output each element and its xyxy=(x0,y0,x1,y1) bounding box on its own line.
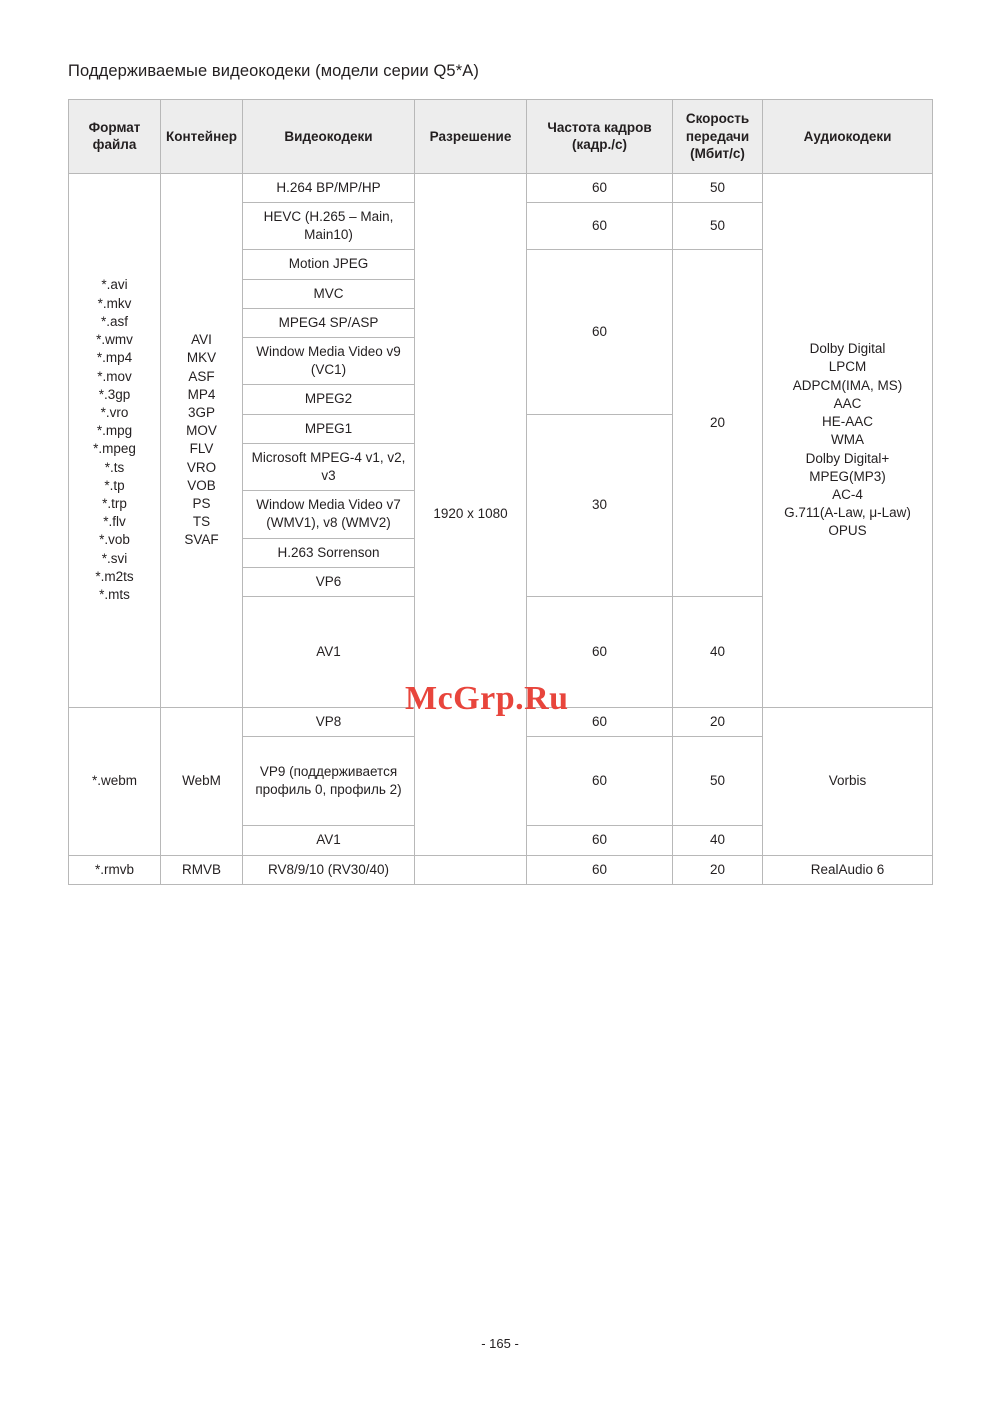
codec-name: MVC xyxy=(243,279,415,308)
supported-video-codecs-table xyxy=(68,99,933,885)
header-file-format: Формат файла xyxy=(69,100,161,174)
codec-name: Window Media Video v7 (WMV1), v8 (WMV2) xyxy=(243,491,415,538)
header-video-codecs: Видеокодеки xyxy=(243,100,415,174)
codec-name: AV1 xyxy=(243,597,415,708)
table-header-row xyxy=(69,100,933,174)
codec-name: H.263 Sorrenson xyxy=(243,538,415,567)
table-row xyxy=(69,173,933,202)
header-audio-codecs: Аудиокодеки xyxy=(763,100,933,174)
group1-resolution: 1920 x 1080 xyxy=(415,173,527,855)
codec-name: AV1 xyxy=(243,826,415,855)
frame-rate-value: 60 xyxy=(527,737,673,826)
frame-rate-value: 60 xyxy=(527,855,673,884)
frame-rate-value: 60 xyxy=(527,597,673,708)
codec-name: H.264 BP/MP/HP xyxy=(243,173,415,202)
group3-audio-codec: RealAudio 6 xyxy=(763,855,933,884)
bitrate-value: 50 xyxy=(673,202,763,249)
page-title: Поддерживаемые видеокодеки (модели серии Q5*A) xyxy=(68,62,479,80)
bitrate-value: 40 xyxy=(673,597,763,708)
group3-resolution xyxy=(415,855,527,884)
header-frame-rate: Частота кадров (кадр./с) xyxy=(527,100,673,174)
table-body xyxy=(69,173,933,884)
group2-audio-codec: Vorbis xyxy=(763,708,933,855)
group2-file-format: *.webm xyxy=(69,708,161,855)
codec-name: MPEG4 SP/ASP xyxy=(243,308,415,337)
group1-audio-codecs: Dolby Digital LPCM ADPCM(IMA, MS) AAC HE-AAC WMA Dolby Digital+ MPEG(MP3) AC-4 G.711(A-Law, μ-Law) OPUS xyxy=(763,173,933,708)
frame-rate-value: 60 xyxy=(527,173,673,202)
group1-file-formats: *.avi *.mkv *.asf *.wmv *.mp4 *.mov *.3gp *.vro *.mpg *.mpeg *.ts *.tp *.trp *.flv *.vob *.svi *.m2ts *.mts xyxy=(69,173,161,708)
group3-file-format: *.rmvb xyxy=(69,855,161,884)
frame-rate-value: 30 xyxy=(527,414,673,597)
header-resolution: Разрешение xyxy=(415,100,527,174)
header-bitrate: Скорость передачи (Мбит/с) xyxy=(673,100,763,174)
table-row xyxy=(69,855,933,884)
bitrate-value: 50 xyxy=(673,173,763,202)
codec-name: MPEG2 xyxy=(243,385,415,414)
bitrate-value: 40 xyxy=(673,826,763,855)
bitrate-value: 20 xyxy=(673,855,763,884)
bitrate-value: 50 xyxy=(673,737,763,826)
codec-name: Microsoft MPEG-4 v1, v2, v3 xyxy=(243,443,415,490)
group3-container: RMVB xyxy=(161,855,243,884)
codec-name: Window Media Video v9 (VC1) xyxy=(243,337,415,384)
group2-container: WebM xyxy=(161,708,243,855)
bitrate-value: 20 xyxy=(673,250,763,597)
codec-name: Motion JPEG xyxy=(243,250,415,279)
codec-name: HEVC (H.265 – Main, Main10) xyxy=(243,202,415,249)
codec-name: MPEG1 xyxy=(243,414,415,443)
frame-rate-value: 60 xyxy=(527,826,673,855)
codec-name: VP8 xyxy=(243,708,415,737)
codec-name: VP9 (поддерживается профиль 0, профиль 2) xyxy=(243,737,415,826)
frame-rate-value: 60 xyxy=(527,250,673,414)
group1-containers: AVI MKV ASF MP4 3GP MOV FLV VRO VOB PS TS SVAF xyxy=(161,173,243,708)
codec-name: VP6 xyxy=(243,567,415,596)
watermark: McGrp.Ru xyxy=(405,680,569,717)
page-number: - 165 - xyxy=(481,1336,519,1351)
bitrate-value: 20 xyxy=(673,708,763,737)
frame-rate-value: 60 xyxy=(527,708,673,737)
codec-name: RV8/9/10 (RV30/40) xyxy=(243,855,415,884)
frame-rate-value: 60 xyxy=(527,202,673,249)
header-container: Контейнер xyxy=(161,100,243,174)
